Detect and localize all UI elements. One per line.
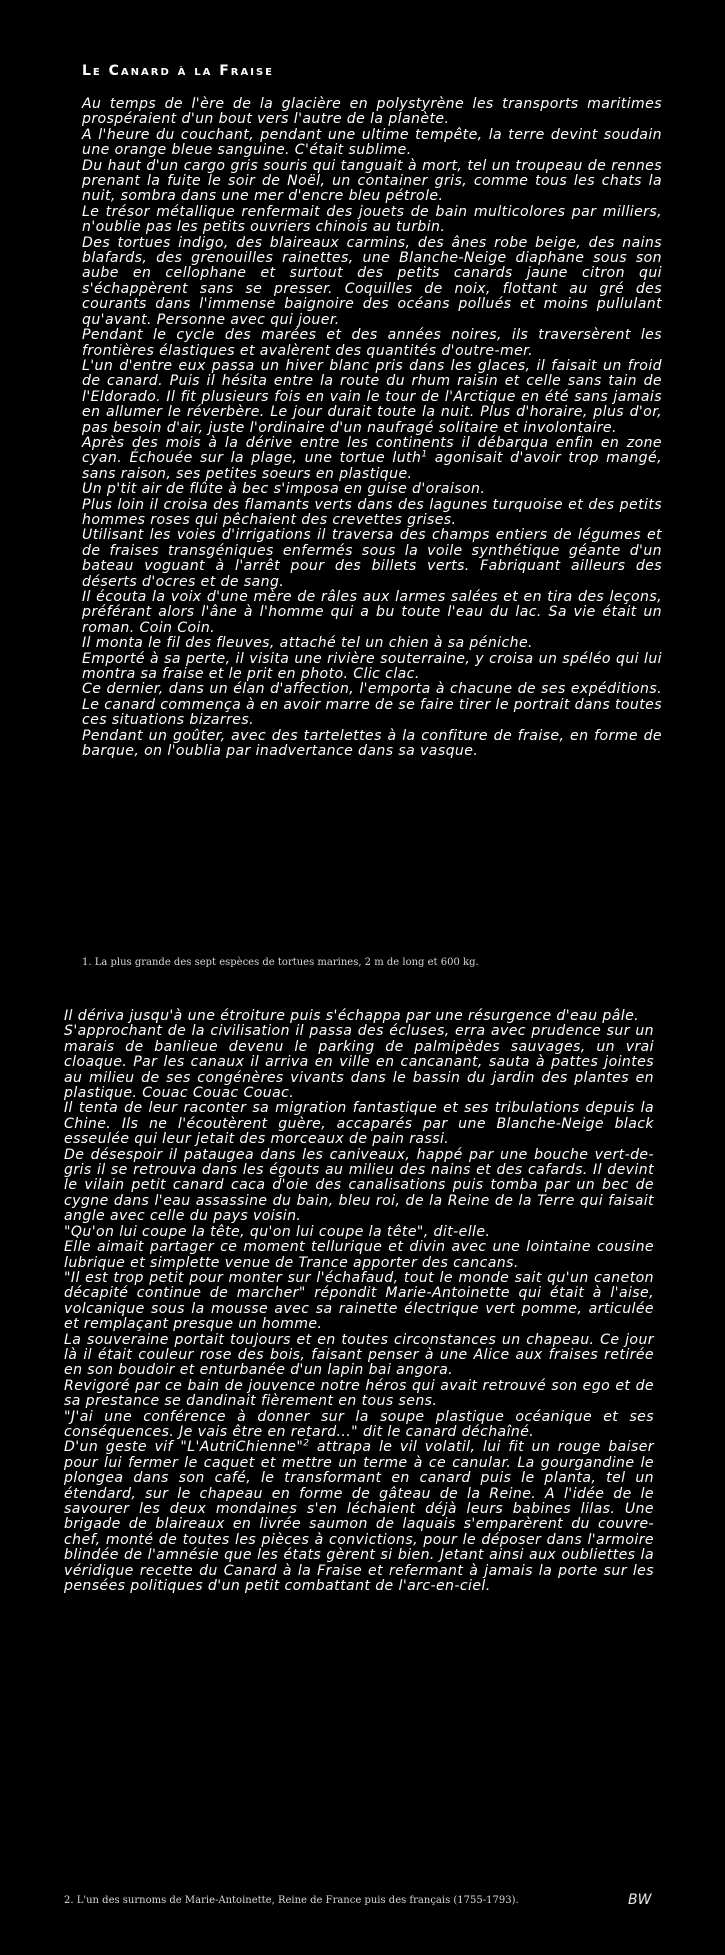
paragraph: Le trésor métallique renfermait des jouets de bain multicolores par milliers, n'oublie pas les petits ouvriers chinois au turbin. [82, 203, 662, 236]
paragraph: Il tenta de leur raconter sa migration fantastique et ses tribulations depuis la Chine. Ils ne l'écoutèrent guère, accaparés par une Blanche-Neige black esseulée qui leur jetait des morceaux de pain rassi. [64, 1100, 654, 1148]
paragraph-text: D'un geste vif "L'AutriChienne" [64, 1439, 304, 1456]
story-part-1 [82, 97, 662, 759]
footnote-2: 2. L'un des surnoms de Marie-Antoinette, Reine de France puis des français (1755-1793). [64, 1895, 519, 1906]
paragraph: Il monta le fil des fleuves, attaché tel un chien à sa péniche. [82, 635, 533, 652]
paragraph: Emporté à sa perte, il visita une rivière souterraine, y croisa un spéléo qui lui montra sa fraise et le prit en photo. Clic clac. [82, 650, 662, 683]
paragraph: Pendant un goûter, avec des tartelettes à la confiture de fraise, en forme de barque, on l'oublia par inadvertance dans sa vasque. [82, 727, 662, 760]
paragraph: S'approchant de la civilisation il passa des écluses, erra avec prudence sur un marais de banlieue devenu le parking de palmipèdes sauvages, un vrai cloaque. Par les canaux il arriva en ville en cancanant, sauta à pattes jointes au milieu de ses congénères vivants dans le bassin du jardin des plantes en plastique. Couac Couac Couac. [64, 1023, 654, 1102]
footnote-ref: 1 [421, 449, 428, 460]
signature: BW [628, 1892, 652, 1908]
paragraph: Pendant le cycle des marées et des années noires, ils traversèrent les frontières élastiques et avalèrent des quantités d'outre-mer. [82, 327, 662, 359]
paragraph: Revigoré par ce bain de jouvence notre héros qui avait retrouvé son ego et de sa prestance se dandinait fièrement en tous sens. [64, 1377, 654, 1410]
paragraph: Un p'tit air de flûte à bec s'imposa en guise d'oraison. [82, 481, 486, 498]
paragraph: Des tortues indigo, des blaireaux carmins, des ânes robe beige, des nains blafards, des grenouilles rainettes, une Blanche-Neige diaphane sous son aube en cellophane et surtout des petits canards jaune citron qui s'échappèrent sans se presser. Coquilles de noix, flottant au gré des courants dans l'immense baignoire des océans pollués et moins pullulant qu'avant. Personne avec qui jouer. [82, 234, 662, 328]
paragraph: "Il est trop petit pour monter sur l'échafaud, tout le monde sait qu'un caneton décapité continue de marcher" répondit Marie-Antoinette qui était à l'aise, volcanique sous la mousse avec sa rainette électrique vert pomme, articulée et remplaçant presque un homme. [64, 1269, 654, 1333]
paragraph: La souveraine portait toujours et en toutes circonstances un chapeau. Ce jour là il était couleur rose des bois, faisant penser à une Alice aux fraises retirée en son boudoir et enturbanée d'un lapin bai angora. [64, 1331, 654, 1379]
paragraph: "Qu'on lui coupe la tête, qu'on lui coupe la tête", dit-elle. [64, 1223, 491, 1240]
paragraph-text: agonisait d'avoir trop mangé, sans raison, ses petites soeurs en plastique. [82, 450, 662, 482]
paragraph: Il écouta la voix d'une mère de râles aux larmes salées et en tira des leçons, préférant alors l'âne à l'homme qui a bu toute l'eau du lac. Sa vie était un roman. Coin Coin. [82, 589, 662, 636]
paragraph [82, 436, 662, 482]
paragraph: A l'heure du couchant, pendant une ultime tempête, la terre devint soudain une orange bleue sanguine. C'était sublime. [82, 126, 662, 159]
paragraph: Utilisant les voies d'irrigations il traversa des champs entiers de légumes et de fraises transgéniques enfermés sous la voile synthétique géante d'un bateau voguant à l'arrêt pour des billets verts. Fabriquant ailleurs des déserts d'ocres et de sang. [82, 527, 662, 590]
paragraph: De désespoir il pataugea dans les caniveaux, happé par une bouche vert-de-gris il se retrouva dans les égouts au milieu des nains et des cafards. Il devint le vilain petit canard caca d'oie des canalisations puis tomba par un bec de cygne dans l'eau assassine du bain, bleu roi, de la Reine de la Terre qui faisait angle avec celle du pays voisin. [64, 1146, 654, 1225]
page-title: Le Canard à la Fraise [82, 63, 274, 79]
paragraph: "J'ai une conférence à donner sur la soupe plastique océanique et ses conséquences. Je vais être en retard..." dit le canard déchaîné. [64, 1408, 654, 1440]
paragraph: Plus loin il croisa des flamants verts dans des lagunes turquoise et des petits hommes roses qui pêchaient des crevettes grises. [82, 496, 662, 528]
footnote-1: 1. La plus grande des sept espèces de tortues marines, 2 m de long et 600 kg. [82, 957, 479, 968]
paragraph: Du haut d'un cargo gris souris qui tanguait à mort, tel un troupeau de rennes prenant la fuite le soir de Noël, un container gris, comme tous les chats la nuit, sombra dans une mer d'encre bleu pétrole. [82, 157, 662, 205]
footnote-ref: 2 [303, 1438, 310, 1449]
paragraph: Il dériva jusqu'à une étroiture puis s'échappa par une résurgence d'eau pâle. [64, 1008, 640, 1024]
story-part-2 [64, 1009, 654, 1594]
paragraph-text: attrapa le vil volatil, lui fit un rouge baiser pour lui fermer le caquet et mettre un terme à ce canular. La gourgandine le plongea dans son café, le transformant en canard puis le planta, tel un étendard, sur le chapeau en forme de gâteau de la Reine. A l'idée de le savourer les deux mondaines s'en léchaient déjà leurs babines lilas. Une brigade de blaireaux en livrée saumon de laquais s'emparèrent du couvre-chef, monté de toutes les pièces à convictions, pour le déposer dans l'armoire blindée de l'amnésie que les états gèrent si bien. Jetant ainsi aux oubliettes la véridique recette du Canard à la Fraise et refermant à jamais la porte sur les pensées politiques d'un petit combattant de l'arc-en-ciel. [64, 1439, 654, 1595]
paragraph-text: Après des mois à la dérive entre les continents il débarqua enfin en zone cyan. Échouée sur la plage, une tortue luth [82, 434, 662, 467]
paragraph: Ce dernier, dans un élan d'affection, l'emporta à chacune de ses expéditions. Le canard commença à en avoir marre de se faire tirer le portrait dans toutes ces situations bizarres. [82, 681, 662, 729]
paragraph: Au temps de l'ère de la glacière en polystyrène les transports maritimes prospéraient d'un bout vers l'autre de la planète. [82, 96, 662, 128]
paragraph: L'un d'entre eux passa un hiver blanc pris dans les glaces, il faisait un froid de canard. Puis il hésita entre la route du rhum raisin et celle sans tain de l'Eldorado. Il fit plusieurs fois en vain le tour de l'Arctique en été sans jamais en allumer le réverbère. Le jour durait toute la nuit. Plus d'horaire, plus d'or, pas besoin d'air, juste l'ordinaire d'un naufragé solitaire et involontaire. [82, 357, 662, 436]
paragraph [64, 1440, 654, 1594]
paragraph: Elle aimait partager ce moment tellurique et divin avec une lointaine cousine lubrique et simplette venue de Trance apporter des cancans. [64, 1239, 654, 1271]
